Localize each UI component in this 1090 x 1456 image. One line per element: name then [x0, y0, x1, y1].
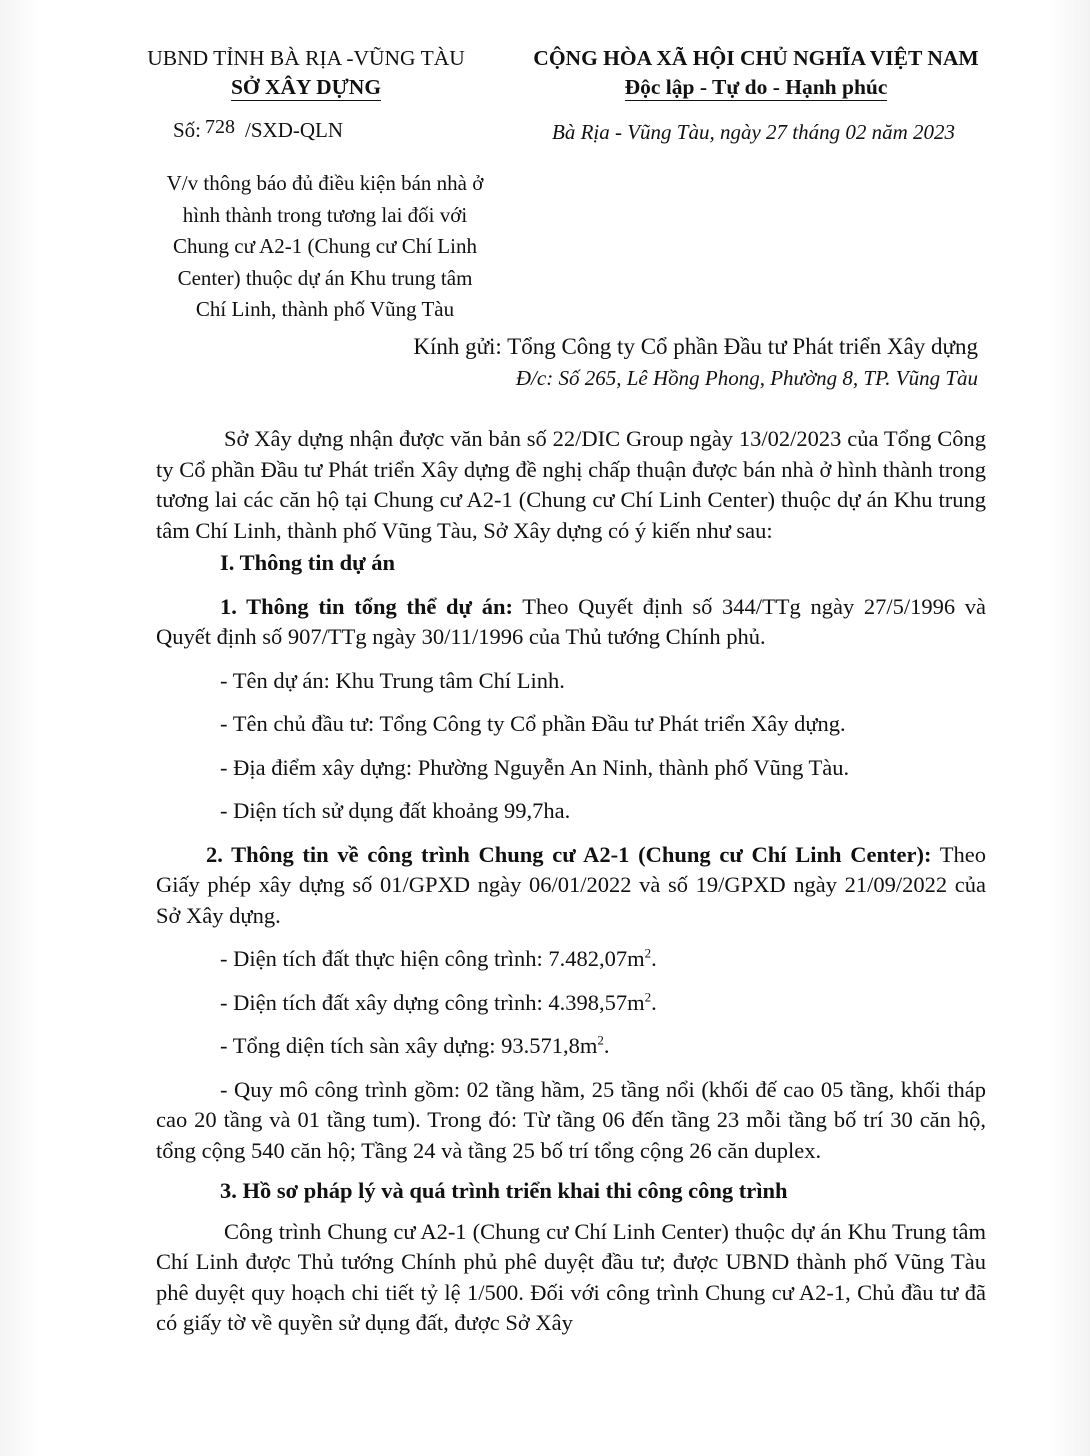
- subject-line: Chung cư A2-1 (Chung cư Chí Linh: [173, 234, 477, 258]
- item-2-scale-paragraph: - Quy mô công trình gồm: 02 tầng hầm, 25 tầng nổi (khối đế cao 05 tầng, khối tháp cao 20 tầng và 01 tầng tum). Trong đó: Từ tầng 06 đến tầng 23 mỗi tầng bố trí 30 căn hộ, tổng cộng 540 căn hộ; Tầng 24 và tầng 25 bố trí tổng cộng 26 căn duplex.: [156, 1076, 986, 1163]
- item-2-text: Theo Giấy phép xây dựng số 01/GPXD ngày 06/01/2022 và số 19/GPXD ngày 21/09/2022 của Sở Xây dựng.: [156, 841, 986, 928]
- issuing-authority-header: [118, 44, 494, 102]
- subject-block: [118, 168, 532, 326]
- issue-date: Bà Rịa - Vũng Tàu, ngày 27 tháng 02 năm 2023: [552, 120, 956, 144]
- item-2-title: 2. Thông tin về công trình Chung cư A2-1 (Chung cư Chí Linh Center):: [206, 841, 932, 867]
- item-2-paragraph: [156, 840, 986, 932]
- item-1-bullet: - Tên chủ đầu tư: Tổng Công ty Cổ phần Đầu tư Phát triển Xây dựng.: [220, 711, 846, 736]
- item-1-paragraph: [156, 592, 986, 653]
- item-1-bullet: - Diện tích sử dụng đất khoảng 99,7ha.: [220, 798, 571, 823]
- subject-line: Chí Linh, thành phố Vũng Tàu: [195, 297, 455, 321]
- item-1-bullet: - Địa điểm xây dựng: Phường Nguyễn An Ninh, thành phố Vũng Tàu.: [220, 754, 850, 780]
- item-1-text: Theo Quyết định số 344/TTg ngày 27/5/1996 và Quyết định số 907/TTg ngày 30/11/1996 của Thủ tướng Chính phủ.: [156, 593, 986, 649]
- doc-number-suffix: /SXD-QLN: [245, 118, 344, 142]
- item-2-bullet: - Diện tích đất xây dựng công trình: $4.398,57m^2$.: [220, 989, 657, 1015]
- document-number: [173, 118, 343, 143]
- recipient-line: Kính gửi: Tổng Công ty Cổ phần Đầu tư Phát triển Xây dựng: [413, 334, 978, 359]
- item-2-bullet: - Tổng diện tích sàn xây dựng: $93.571,8m^2$.: [220, 1032, 610, 1058]
- motto-line-1: CỘNG HÒA XÃ HỘI CHỦ NGHĨA VIỆT NAM: [533, 46, 979, 70]
- section-1-heading: I. Thông tin dự án: [220, 550, 396, 575]
- item-2-bullet: - Diện tích đất thực hiện công trình: $7.482,07m^2$.: [220, 945, 657, 971]
- item-3-heading: 3. Hồ sơ pháp lý và quá trình triển khai thi công công trình: [220, 1178, 788, 1203]
- subject-line: V/v thông báo đủ điều kiện bán nhà ở: [166, 171, 484, 195]
- doc-number-prefix: Số:: [173, 118, 202, 142]
- document-body: [156, 424, 986, 1339]
- subject-line: Center) thuộc dự án Khu trung tâm: [177, 265, 473, 290]
- authority-line-2: SỞ XÂY DỰNG: [230, 75, 382, 99]
- authority-line-1: UBND TỈNH BÀ RỊA -VŨNG TÀU: [147, 46, 465, 70]
- item-1-title: 1. Thông tin tổng thể dự án:: [220, 593, 513, 619]
- national-motto-header: [506, 44, 1006, 102]
- recipient-address: Đ/c: Số 265, Lê Hồng Phong, Phường 8, TP. Vũng Tàu: [515, 366, 978, 390]
- item-3-paragraph: Công trình Chung cư A2-1 (Chung cư Chí Linh Center) thuộc dự án Khu Trung tâm Chí Linh được Thủ tướng Chính phủ phê duyệt đầu tư; được UBND thành phố Vũng Tàu phê duyệt quy hoạch chi tiết tỷ lệ 1/500. Đối với công trình Chung cư A2-1, Chủ đầu tư đã có giấy tờ về quyền sử dụng đất, được Sở Xây: [156, 1218, 986, 1335]
- subject-line: hình thành trong tương lai đối với: [182, 202, 468, 227]
- intro-paragraph: Sở Xây dựng nhận được văn bản số 22/DIC Group ngày 13/02/2023 của Tổng Công ty Cổ phần Đầu tư Phát triển Xây dựng đề nghị chấp thuận được bán nhà ở hình thành trong tương lai các căn hộ tại Chung cư A2-1 (Chung cư Chí Linh Center) thuộc dự án Khu trung tâm Chí Linh, thành phố Vũng Tàu, Sở Xây dựng có ý kiến như sau:: [156, 426, 986, 543]
- item-1-bullet: - Tên dự án: Khu Trung tâm Chí Linh.: [220, 667, 565, 693]
- motto-line-2: Độc lập - Tự do - Hạnh phúc: [624, 75, 888, 99]
- doc-number-value: 728: [205, 116, 236, 138]
